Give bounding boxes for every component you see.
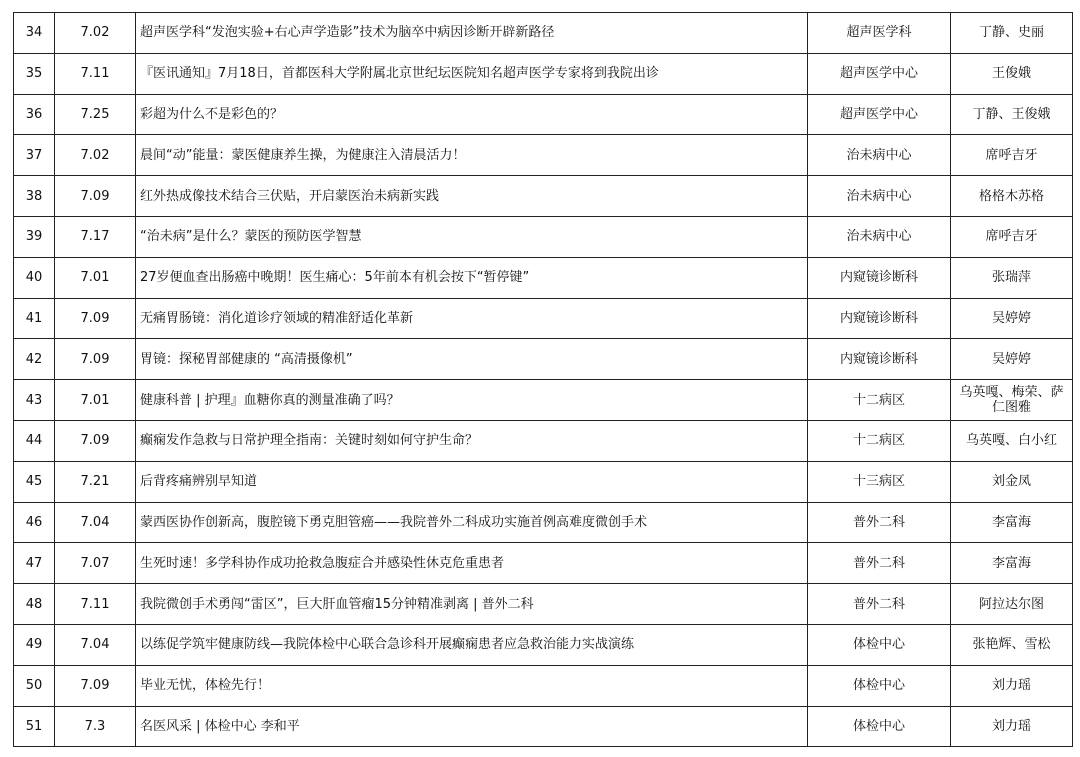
table-body xyxy=(14,13,1073,747)
table-row xyxy=(14,420,1073,461)
row-number: 41 xyxy=(14,298,55,339)
row-author: 吴婷婷 xyxy=(951,298,1073,339)
row-title: 癫痫发作急救与日常护理全指南：关键时刻如何守护生命？ xyxy=(136,420,808,461)
article-table xyxy=(13,12,1073,747)
row-date: 7.01 xyxy=(55,257,136,298)
row-department: 治未病中心 xyxy=(808,216,951,257)
row-date: 7.3 xyxy=(55,706,136,747)
row-department: 体检中心 xyxy=(808,624,951,665)
table-row xyxy=(14,216,1073,257)
row-date: 7.11 xyxy=(55,53,136,94)
table-row xyxy=(14,584,1073,625)
row-department: 超声医学科 xyxy=(808,13,951,54)
row-date: 7.17 xyxy=(55,216,136,257)
row-number: 46 xyxy=(14,502,55,543)
row-number: 48 xyxy=(14,584,55,625)
row-number: 35 xyxy=(14,53,55,94)
row-author: 格格木苏格 xyxy=(951,176,1073,217)
row-department: 体检中心 xyxy=(808,665,951,706)
table-row xyxy=(14,53,1073,94)
row-date: 7.09 xyxy=(55,420,136,461)
row-date: 7.02 xyxy=(55,135,136,176)
row-author: 李富海 xyxy=(951,502,1073,543)
row-number: 44 xyxy=(14,420,55,461)
row-title: 胃镜：探秘胃部健康的 “高清摄像机” xyxy=(136,339,808,380)
row-number: 43 xyxy=(14,380,55,421)
table-row xyxy=(14,13,1073,54)
row-author: 阿拉达尔图 xyxy=(951,584,1073,625)
row-department: 体检中心 xyxy=(808,706,951,747)
row-date: 7.04 xyxy=(55,502,136,543)
row-department: 治未病中心 xyxy=(808,135,951,176)
row-date: 7.25 xyxy=(55,94,136,135)
row-date: 7.01 xyxy=(55,380,136,421)
row-author: 乌英嘎、梅荣、萨仁图雅 xyxy=(951,380,1073,421)
row-date: 7.09 xyxy=(55,176,136,217)
table-row xyxy=(14,543,1073,584)
row-department: 普外二科 xyxy=(808,584,951,625)
row-title: 我院微创手术勇闯“雷区”，巨大肝血管瘤15分钟精准剥离 | 普外二科 xyxy=(136,584,808,625)
row-department: 内窥镜诊断科 xyxy=(808,298,951,339)
row-number: 37 xyxy=(14,135,55,176)
row-number: 51 xyxy=(14,706,55,747)
row-number: 38 xyxy=(14,176,55,217)
row-date: 7.04 xyxy=(55,624,136,665)
row-title: 『医讯通知』7月18日，首都医科大学附属北京世纪坛医院知名超声医学专家将到我院出诊 xyxy=(136,53,808,94)
row-number: 36 xyxy=(14,94,55,135)
row-author: 丁静、史丽 xyxy=(951,13,1073,54)
table-row xyxy=(14,339,1073,380)
row-number: 47 xyxy=(14,543,55,584)
table-row xyxy=(14,380,1073,421)
row-title: 彩超为什么不是彩色的？ xyxy=(136,94,808,135)
row-department: 内窥镜诊断科 xyxy=(808,257,951,298)
row-author: 刘金凤 xyxy=(951,461,1073,502)
row-author: 丁静、王俊娥 xyxy=(951,94,1073,135)
row-author: 席呼吉牙 xyxy=(951,216,1073,257)
row-title: “治未病”是什么？蒙医的预防医学智慧 xyxy=(136,216,808,257)
row-number: 50 xyxy=(14,665,55,706)
row-author: 李富海 xyxy=(951,543,1073,584)
row-number: 34 xyxy=(14,13,55,54)
row-number: 40 xyxy=(14,257,55,298)
table-row xyxy=(14,94,1073,135)
row-title: 蒙西医协作创新高，腹腔镜下勇克胆管癌——我院普外二科成功实施首例高难度微创手术 xyxy=(136,502,808,543)
row-author: 吴婷婷 xyxy=(951,339,1073,380)
row-author: 刘力瑶 xyxy=(951,706,1073,747)
row-department: 十二病区 xyxy=(808,420,951,461)
row-title: 27岁便血查出肠癌中晚期！医生痛心：5年前本有机会按下“暂停键” xyxy=(136,257,808,298)
row-date: 7.09 xyxy=(55,339,136,380)
row-date: 7.07 xyxy=(55,543,136,584)
table-row xyxy=(14,135,1073,176)
row-title: 毕业无忧，体检先行！ xyxy=(136,665,808,706)
row-author: 乌英嘎、白小红 xyxy=(951,420,1073,461)
table-row xyxy=(14,665,1073,706)
table-row xyxy=(14,176,1073,217)
table-row xyxy=(14,706,1073,747)
row-department: 十三病区 xyxy=(808,461,951,502)
row-department: 内窥镜诊断科 xyxy=(808,339,951,380)
row-department: 超声医学中心 xyxy=(808,53,951,94)
table-row xyxy=(14,624,1073,665)
row-author: 张瑞萍 xyxy=(951,257,1073,298)
row-title: 红外热成像技术结合三伏贴，开启蒙医治未病新实践 xyxy=(136,176,808,217)
row-date: 7.09 xyxy=(55,298,136,339)
row-author: 刘力瑶 xyxy=(951,665,1073,706)
row-number: 39 xyxy=(14,216,55,257)
row-title: 无痛胃肠镜：消化道诊疗领域的精准舒适化革新 xyxy=(136,298,808,339)
row-department: 超声医学中心 xyxy=(808,94,951,135)
row-title: 后背疼痛辨别早知道 xyxy=(136,461,808,502)
row-title: 晨间“动”能量：蒙医健康养生操，为健康注入清晨活力！ xyxy=(136,135,808,176)
row-title: 健康科普 | 护理』血糖你真的测量准确了吗？ xyxy=(136,380,808,421)
row-title: 以练促学筑牢健康防线—我院体检中心联合急诊科开展癫痫患者应急救治能力实战演练 xyxy=(136,624,808,665)
row-department: 治未病中心 xyxy=(808,176,951,217)
row-date: 7.11 xyxy=(55,584,136,625)
row-department: 十二病区 xyxy=(808,380,951,421)
row-author: 张艳辉、雪松 xyxy=(951,624,1073,665)
row-department: 普外二科 xyxy=(808,543,951,584)
table-row xyxy=(14,502,1073,543)
row-date: 7.09 xyxy=(55,665,136,706)
row-number: 49 xyxy=(14,624,55,665)
row-title: 名医风采 | 体检中心 李和平 xyxy=(136,706,808,747)
row-author: 王俊娥 xyxy=(951,53,1073,94)
table-row xyxy=(14,298,1073,339)
table-row xyxy=(14,461,1073,502)
row-number: 45 xyxy=(14,461,55,502)
row-author: 席呼吉牙 xyxy=(951,135,1073,176)
row-department: 普外二科 xyxy=(808,502,951,543)
row-title: 生死时速！多学科协作成功抢救急腹症合并感染性休克危重患者 xyxy=(136,543,808,584)
row-date: 7.02 xyxy=(55,13,136,54)
row-title: 超声医学科“发泡实验+右心声学造影”技术为脑卒中病因诊断开辟新路径 xyxy=(136,13,808,54)
table-row xyxy=(14,257,1073,298)
row-number: 42 xyxy=(14,339,55,380)
row-date: 7.21 xyxy=(55,461,136,502)
article-table-container xyxy=(13,12,1072,747)
